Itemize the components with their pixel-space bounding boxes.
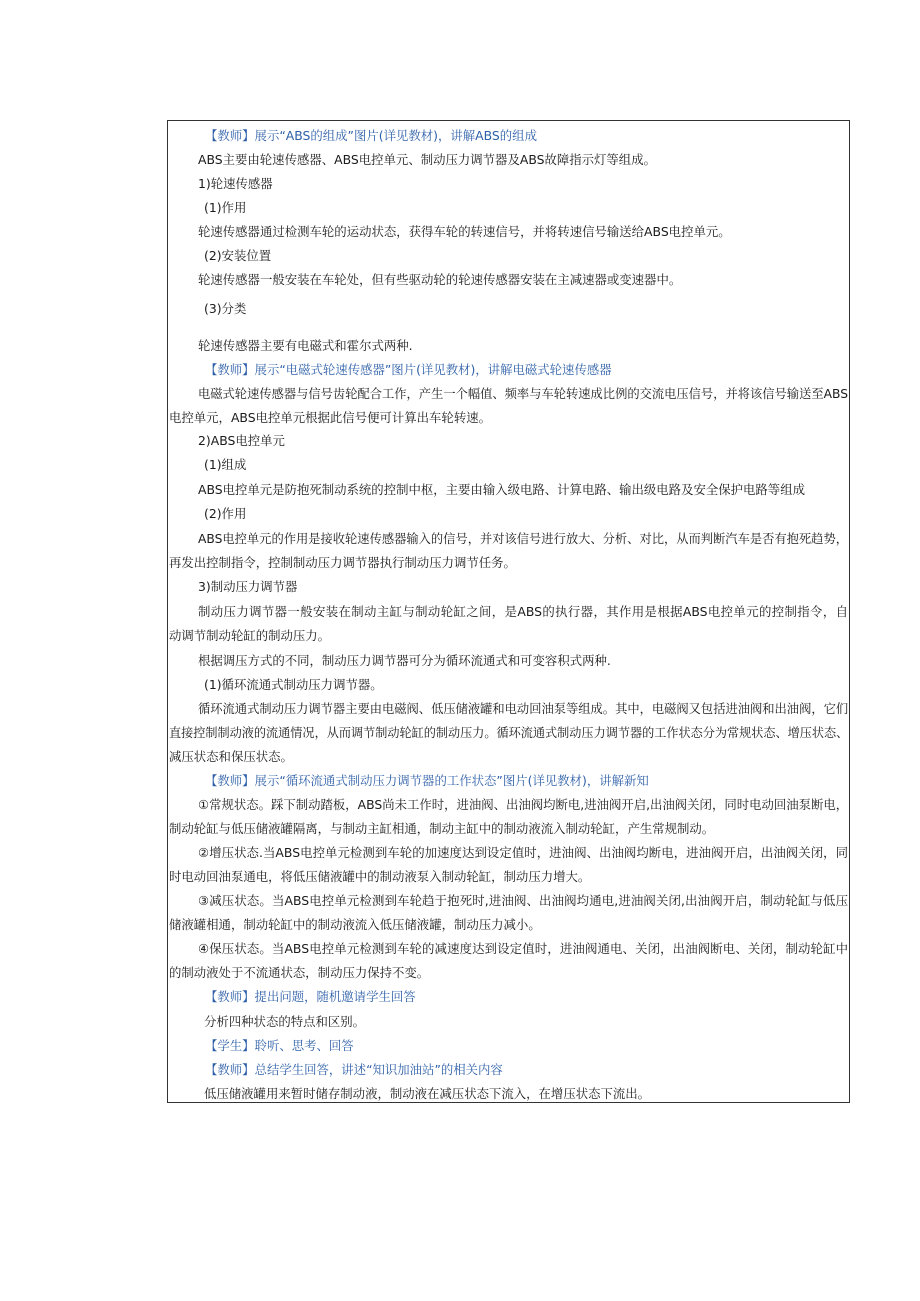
sensor-install-text: 轮速传感器一般安装在车轮处，但有些驱动轮的轮速传感器安装在主减速器或变速器中。 — [198, 272, 682, 287]
heading-wheel-speed-sensor: 1)轮速传感器 — [198, 176, 273, 191]
ecu-composition-text: ABS电控单元是防抱死制动系统的控制中枢，主要由输入级电路、计算电路、输出级电路及安全保护电路等组成 — [198, 482, 805, 497]
electromagnetic-sensor-text-1: 电磁式轮速传感器与信号齿轮配合工作，产生一个幅值、频率与车轮转速成比例的交流电压信号，并将该信号输送至ABS — [198, 386, 848, 401]
subheading-composition: (1)组成 — [204, 457, 247, 472]
abs-composition-text: ABS主要由轮速传感器、ABS电控单元、制动压力调节器及ABS故障指示灯等组成。 — [198, 152, 656, 167]
sensor-function-text: 轮速传感器通过检测车轮的运动状态，获得车轮的转速信号，并将转速信号输送给ABS电控单元。 — [198, 224, 731, 239]
decompress-state-text-1: ③减压状态。当ABS电控单元检测到车轮趋于抱死时,进油阀、出油阀均通电,进油阀关闭,出油阀开启，制动轮缸与低压 — [198, 893, 848, 908]
hold-state-text-1: ④保压状态。当ABS电控单元检测到车轮的减速度达到设定值时，进油阀通电、关闭，出油阀断电、关闭，制动轮缸中 — [198, 941, 848, 956]
sensor-types-text: 轮速传感器主要有电磁式和霍尔式两种. — [198, 338, 413, 353]
ecu-function-text-2: 再发出控制指令，控制制动压力调节器执行制动压力调节任务。 — [169, 555, 516, 570]
circulation-regulator-text-1: 循环流通式制动压力调节器主要由电磁阀、低压储液罐和电动回油泵等组成。其中，电磁阀又包括进油阀和出油阀，它们 — [198, 701, 849, 716]
normal-state-text-2: 制动轮缸与低压储液罐隔离，与制动主缸相通，制动主缸中的制动液流入制动轮缸，产生常规制动。 — [169, 821, 715, 836]
pressurize-state-text-1: ②增压状态.当ABS电控单元检测到车轮的加速度达到设定值时，进油阀、出油阀均断电，进油阀开启，出油阀关闭，同 — [198, 845, 848, 860]
hold-state-text-2: 的制动液处于不流通状态，制动压力保持不变。 — [169, 965, 430, 980]
pressurize-state-text-2: 时电动回油泵通电，将低压储液罐中的制动液泵入制动轮缸，制动压力增大。 — [169, 869, 591, 884]
question-text: 分析四种状态的特点和区别。 — [204, 1014, 366, 1029]
summary-text: 低压储液罐用来暂时储存制动液，制动液在减压状态下流入，在增压状态下流出。 — [204, 1086, 651, 1101]
teacher-prompt-working-states: 【教师】展示“循环流通式制动压力调节器的工作状态”图片(详见教材)，讲解新知 — [205, 773, 649, 788]
subheading-circulation-regulator: (1)循环流通式制动压力调节器。 — [204, 677, 383, 692]
subheading-install-position: (2)安装位置 — [204, 248, 272, 263]
teacher-prompt-summary: 【教师】总结学生回答，讲述“知识加油站”的相关内容 — [205, 1062, 503, 1077]
circulation-regulator-text-2: 直接控制制动液的流通情况，从而调节制动轮缸的制动压力。循环流通式制动压力调节器的工作状态分为常规状态、增压状态、 — [169, 725, 849, 740]
heading-brake-pressure-regulator: 3)制动压力调节器 — [198, 579, 298, 594]
ecu-function-text-1: ABS电控单元的作用是接收轮速传感器输入的信号，并对该信号进行放大、分析、对比，从而判断汽车是否有抱死趋势， — [198, 531, 848, 546]
student-activity: 【学生】聆听、思考、回答 — [205, 1038, 354, 1053]
teacher-prompt-electromagnetic-sensor: 【教师】展示“电磁式轮速传感器”图片(详见教材)，讲解电磁式轮速传感器 — [205, 362, 612, 377]
decompress-state-text-2: 储液罐相通，制动轮缸中的制动液流入低压储液罐，制动压力减小。 — [169, 917, 541, 932]
subheading-function: (1)作用 — [204, 200, 247, 215]
regulator-types-text: 根据调压方式的不同，制动压力调节器可分为循环流通式和可变容积式两种. — [198, 653, 611, 668]
teacher-prompt-question: 【教师】提出问题，随机邀请学生回答 — [205, 989, 416, 1004]
electromagnetic-sensor-text-2: 电控单元，ABS电控单元根据此信号便可计算出车轮转速。 — [169, 410, 491, 425]
subheading-classification: (3)分类 — [204, 301, 247, 316]
circulation-regulator-text-3: 减压状态和保压状态。 — [169, 749, 293, 764]
teacher-prompt-abs-composition: 【教师】展示“ABS的组成”图片(详见教材)，讲解ABS的组成 — [205, 128, 537, 143]
regulator-text-2: 动调节制动轮缸的制动压力。 — [169, 628, 331, 643]
normal-state-text-1: ①常规状态。踩下制动踏板，ABS尚未工作时，进油阀、出油阀均断电,进油阀开启,出油阀关闭，同时电动回油泵断电， — [198, 797, 849, 812]
subheading-ecu-function: (2)作用 — [204, 506, 247, 521]
heading-abs-ecu: 2)ABS电控单元 — [198, 433, 285, 448]
regulator-text-1: 制动压力调节器一般安装在制动主缸与制动轮缸之间，是ABS的执行器，其作用是根据ABS电控单元的控制指令，自 — [198, 604, 848, 619]
